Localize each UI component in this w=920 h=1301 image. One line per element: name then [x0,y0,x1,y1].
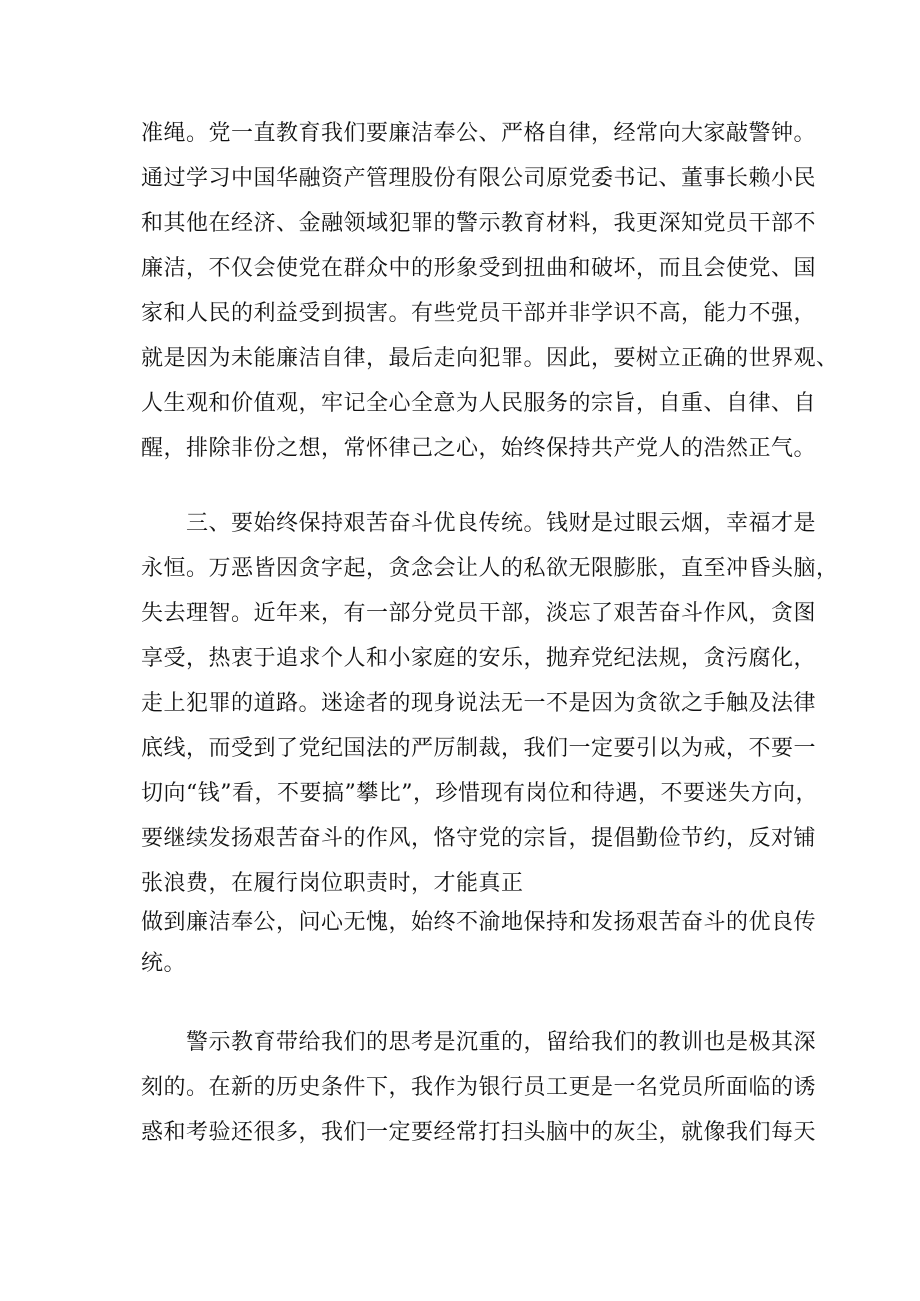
text-line: 醒，排除非份之想，常怀律己之心，始终保持共产党人的浩然正气。 [141,436,817,461]
text-line: 准绳。党一直教育我们要廉洁奉公、严格自律，经常向大家敲警钟。 [141,121,817,146]
text-line: 走上犯罪的道路。迷途者的现身说法无一不是因为贪欲之手触及法律 [141,691,817,716]
text-line: 警示教育带给我们的思考是沉重的，留给我们的教训也是极其深 [186,1030,817,1055]
text-line: 张浪费，在履行岗位职责时，才能真正 [141,871,524,896]
text-line: 要继续发扬艰苦奋斗的作风，恪守党的宗旨，提倡勤俭节约，反对铺 [141,826,817,851]
text-line: 人生观和价值观，牢记全心全意为人民服务的宗旨，自重、自律、自 [141,391,817,416]
text-line: 通过学习中国华融资产管理股份有限公司原党委书记、董事长赖小民 [141,166,817,191]
text-line: 永恒。万恶皆因贪字起，贪念会让人的私欲无限膨胀，直至冲昏头脑， [141,556,839,581]
text-line: 三、要始终保持艰苦奋斗优良传统。钱财是过眼云烟，幸福才是 [186,511,817,536]
text-line: 享受，热衷于追求个人和小家庭的安乐，抛弃党纪法规，贪污腐化， [141,646,817,671]
text-line: 底线，而受到了党纪国法的严厉制裁，我们一定要引以为戒，不要一 [141,736,817,761]
text-line: 廉洁，不仅会使党在群众中的形象受到扭曲和破坏，而且会使党、国 [141,256,817,281]
text-line: 做到廉洁奉公，问心无愧，始终不渝地保持和发扬艰苦奋斗的优良传 [141,910,817,935]
text-line: 失去理智。近年来，有一部分党员干部，淡忘了艰苦奋斗作风，贪图 [141,601,817,626]
text-line: 惑和考验还很多，我们一定要经常打扫头脑中的灰尘，就像我们每天 [141,1120,817,1145]
text-line: 切向“钱”看，不要搞”攀比”，珍惜现有岗位和待遇，不要迷失方向， [141,781,818,806]
text-line: 就是因为未能廉洁自律，最后走向犯罪。因此，要树立正确的世界观、 [141,346,839,371]
text-line: 统。 [141,951,187,976]
text-line: 和其他在经济、金融领域犯罪的警示教育材料，我更深知党员干部不 [141,211,817,236]
text-line: 家和人民的利益受到损害。有些党员干部并非学识不高，能力不强， [141,301,817,326]
text-line: 刻的。在新的历史条件下，我作为银行员工更是一名党员所面临的诱 [141,1075,817,1100]
